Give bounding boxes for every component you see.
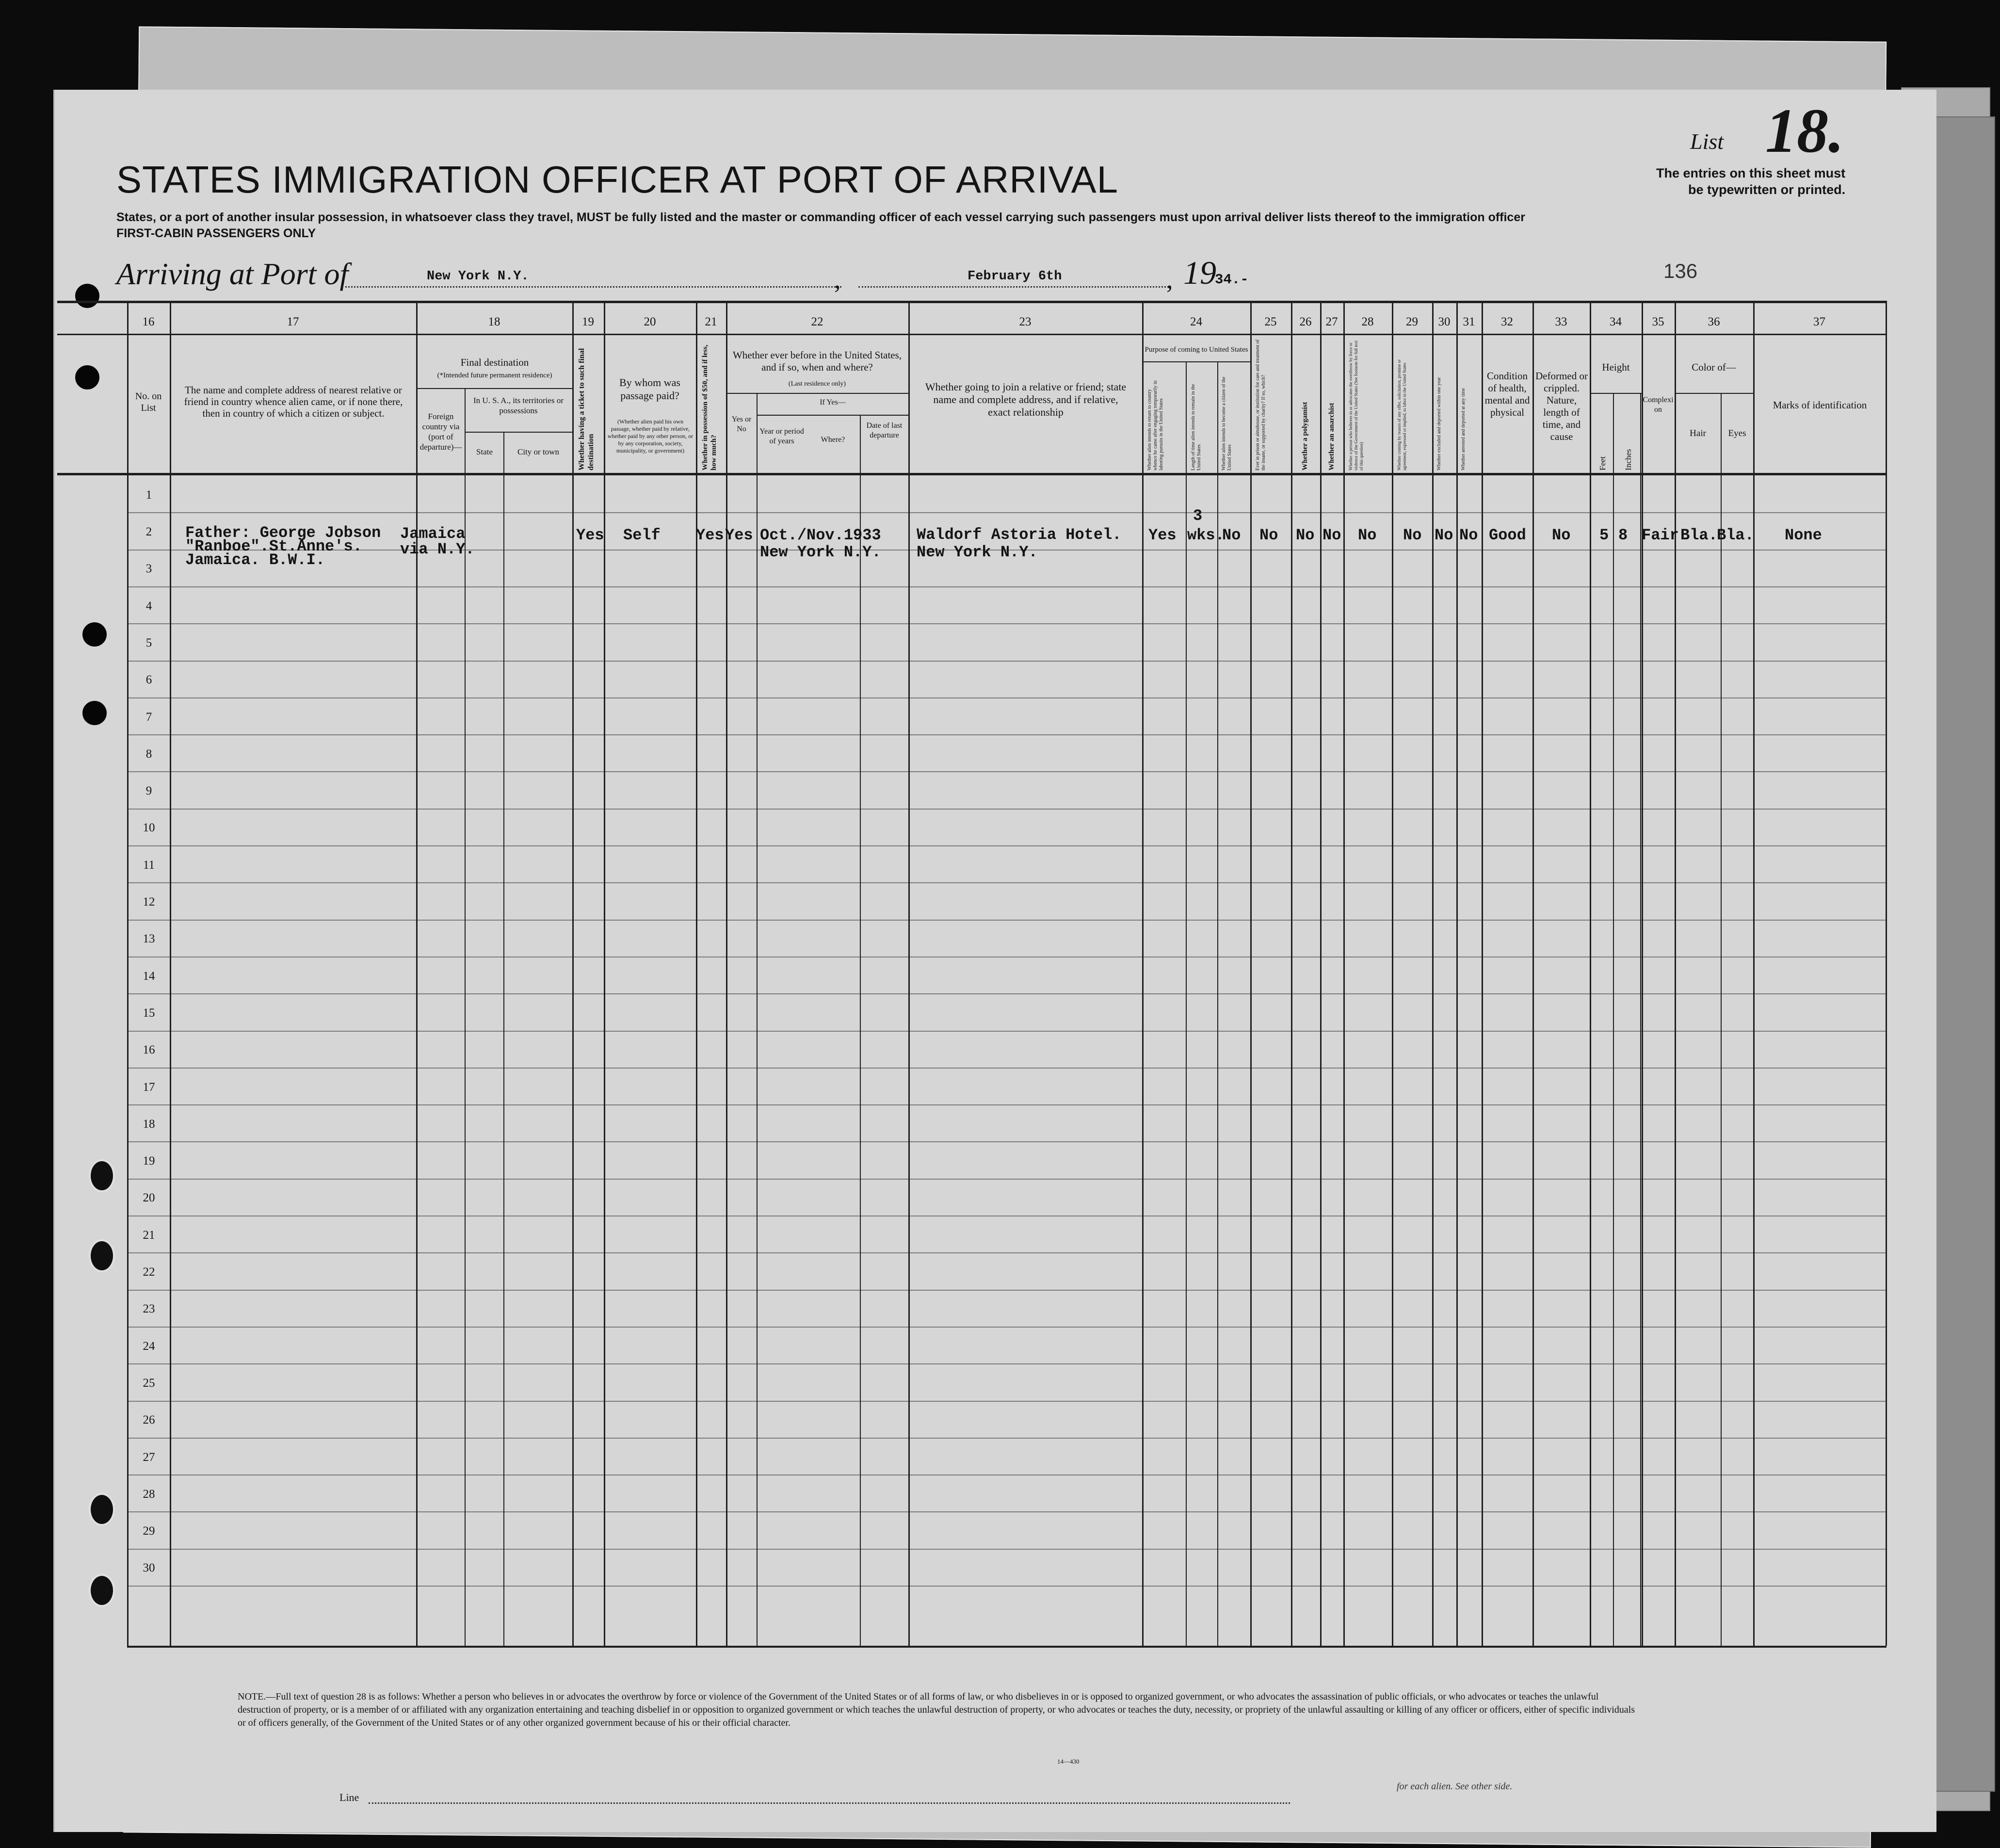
col-rule <box>416 301 418 1646</box>
column-number: 33 <box>1555 315 1567 328</box>
heading-feet: Feet <box>1598 456 1607 470</box>
entry-foreign-country: Jamaica via N.Y. <box>400 525 475 558</box>
heading-length-of-time: Length of time alien intends to remain in the United States <box>1191 384 1202 470</box>
col-rule <box>465 388 466 1646</box>
heading-state: State <box>476 447 493 456</box>
row-rule <box>127 956 1887 957</box>
heading-deformed: Deformed or crippled. Nature, length of time, and cause <box>1535 370 1588 442</box>
punch-hole <box>82 701 107 725</box>
heading-where: Where? <box>821 436 845 444</box>
row-rule <box>127 809 1887 810</box>
col-rule <box>1886 301 1887 1646</box>
column-number: 23 <box>1019 315 1032 328</box>
row-number: 19 <box>143 1154 155 1167</box>
column-number: 28 <box>1361 315 1374 328</box>
background-sheet-edge <box>1935 116 1995 1792</box>
row-rule <box>127 1363 1887 1364</box>
row-number: 21 <box>143 1229 155 1242</box>
year-prefix: 19 <box>1183 254 1216 291</box>
port-field: New York N.Y. <box>427 269 529 284</box>
col-rule <box>1753 301 1755 1646</box>
separator-comma: , <box>1166 265 1173 294</box>
entry-prison: No <box>1259 526 1278 544</box>
column-number: 18 <box>488 315 500 328</box>
column-number: 35 <box>1652 315 1664 328</box>
row-number: 7 <box>145 711 152 724</box>
row-number: 18 <box>143 1118 155 1131</box>
col-rule <box>1590 301 1591 1646</box>
heading-nearest-relative: The name and complete address of nearest relative or friend in country whence alien came, or if none there, then in country of which a citizen or subject. <box>184 384 403 419</box>
heading-by-whom-note: (Whether alien paid his own passage, whether paid by relative, whether paid by any other person, or by any corporation, society, municipality, or government) <box>607 418 694 454</box>
footer-tail-text: for each alien. See other side. <box>1397 1781 1513 1792</box>
row-number: 17 <box>143 1081 155 1094</box>
subheader-rule <box>416 388 572 389</box>
heading-anarchist: Whether an anarchist <box>1328 403 1336 470</box>
heading-if-yes: If Yes— <box>820 398 846 406</box>
row-rule <box>127 1068 1887 1069</box>
entry-year-period: Oct./Nov.1933 <box>760 526 881 544</box>
heading-color-of: Color of— <box>1692 361 1736 373</box>
row-rule <box>127 623 1887 624</box>
column-number: 19 <box>582 315 594 328</box>
heading-polygamist: Whether a polygamist <box>1301 402 1309 470</box>
typewritten-note: The entries on this sheet must be typewritten or printed. <box>1656 166 1846 197</box>
column-number: 26 <box>1299 315 1312 328</box>
heading-final-destination-note: (*Intended future permanent residence) <box>437 372 552 379</box>
col-rule <box>1456 301 1458 1646</box>
row-number: 27 <box>143 1451 155 1464</box>
row-number: 30 <box>143 1561 155 1574</box>
date-field: February 6th <box>968 269 1062 284</box>
row-number: 4 <box>145 600 152 613</box>
row-rule <box>127 1438 1887 1439</box>
entry-ticket: Yes <box>576 526 604 544</box>
col-rule <box>604 301 605 1646</box>
list-label: List <box>1690 129 1724 154</box>
col-rule <box>572 301 574 1646</box>
col-rule <box>1142 301 1144 1646</box>
heading-by-whom: By whom was passage paid? <box>619 376 680 402</box>
entry-complexion: Fair <box>1642 526 1679 544</box>
heading-ticket: Whether having a ticket to such final destination <box>578 348 595 470</box>
arriving-label: Arriving at Port of <box>116 257 349 291</box>
entry-excluded: No <box>1435 526 1453 544</box>
header-rule <box>57 334 1887 335</box>
column-number: 16 <box>142 315 155 328</box>
heading-marks: Marks of identification <box>1773 399 1867 411</box>
column-number: 27 <box>1325 315 1338 328</box>
col-rule <box>1613 393 1614 1646</box>
col-rule <box>503 432 504 1646</box>
heading-foreign-country: Foreign country via (port of departure)— <box>419 412 462 452</box>
row-number: 24 <box>143 1340 155 1353</box>
heading-city: City or town <box>517 447 559 456</box>
entry-feet: 5 <box>1599 526 1609 544</box>
row-rule <box>127 1252 1887 1253</box>
column-number: 22 <box>811 315 823 328</box>
col-rule <box>1642 301 1643 1646</box>
row-rule <box>127 586 1887 587</box>
column-number: 37 <box>1813 315 1825 328</box>
col-rule <box>1721 393 1722 1646</box>
row-number: 2 <box>145 525 152 538</box>
row-number: 25 <box>143 1377 155 1390</box>
row-rule <box>127 882 1887 883</box>
row-number: 16 <box>143 1043 155 1056</box>
heading-hair: Hair <box>1690 428 1706 438</box>
row-number: 8 <box>145 747 152 761</box>
row-rule <box>127 1179 1887 1180</box>
punch-hole <box>89 1239 115 1272</box>
heading-purpose-return: Whether alien intends to return to country whence he came after engaging temporarily in laboring pursuits in the United States <box>1147 380 1164 470</box>
entry-marks: None <box>1785 526 1822 544</box>
heading-overthrow: Whether a person who believes in or advocates the overthrow by force or violence of the Government of the United States (See footnote for full text of this question) <box>1348 340 1364 470</box>
heading-height: Height <box>1602 361 1630 373</box>
column-number: 34 <box>1610 315 1622 328</box>
row-number: 20 <box>143 1191 155 1204</box>
heading-intends-citizen: Whether alien intends to become a citizen of the United States <box>1221 376 1232 470</box>
entry-arrested: No <box>1459 526 1478 544</box>
heading-before-in-us: Whether ever before in the United States, and if so, when and where? <box>732 349 902 373</box>
heading-eyes: Eyes <box>1728 428 1746 438</box>
heading-join-relative: Whether going to join a relative or friend; state name and complete address, and if relative, exact relationship <box>925 381 1127 418</box>
row-rule <box>127 697 1887 698</box>
entry-length-unit: wks. <box>1187 526 1225 544</box>
row-rule <box>127 1141 1887 1142</box>
column-number: 30 <box>1438 315 1451 328</box>
col-rule <box>1640 393 1641 1646</box>
entry-intends-citizen: No <box>1222 526 1241 544</box>
entry-overthrow: No <box>1358 526 1377 544</box>
column-number: 32 <box>1501 315 1513 328</box>
list-number: 18. <box>1765 96 1844 166</box>
table-bottom-rule <box>127 1646 1887 1648</box>
col-rule <box>1432 301 1434 1646</box>
row-rule <box>127 1401 1887 1402</box>
column-number: 20 <box>644 315 656 328</box>
heading-yes-no: Yes or No <box>731 415 752 433</box>
col-rule <box>757 393 758 1646</box>
row-number: 22 <box>143 1265 155 1279</box>
row-number: 28 <box>143 1488 155 1501</box>
heading-possession: Whether in possession of $50, and if less, how much? <box>701 344 718 470</box>
line-label: Line <box>339 1791 359 1803</box>
col-rule <box>1217 361 1218 1646</box>
punch-hole <box>82 622 107 647</box>
col-rule <box>1343 301 1345 1646</box>
manifest-sheet <box>53 90 1936 1832</box>
heading-last-residence: (Last residence only) <box>788 380 846 388</box>
form-title: STATES IMMIGRATION OFFICER AT PORT OF ARRIVAL <box>116 158 1119 201</box>
subheader-rule <box>1675 393 1753 394</box>
row-rule <box>127 1586 1887 1587</box>
heading-excluded: Whether excluded and deported within one year <box>1436 377 1442 470</box>
subheader-rule <box>1142 361 1250 362</box>
heading-inches: Inches <box>1624 449 1633 470</box>
heading-coming-by-offer: Whether coming by reason of any offer, solicitation, promise or agreement, expressed or implied, to labor in the United States <box>1397 359 1407 470</box>
notice-text: States, or a port of another insular possession, in whatsoever class they travel, MUST be fully listed and the master or commanding officer of each vessel carrying such passengers must upon arrival deliver lists thereof to the immigration officer FIRST-CABIN PASSENGERS ONLY <box>116 211 1525 240</box>
punch-hole <box>89 1574 115 1607</box>
col-rule <box>1482 301 1483 1646</box>
col-rule <box>1320 301 1322 1646</box>
row-number: 3 <box>145 562 152 575</box>
heading-arrested: Whether arrested and deported at any time <box>1461 388 1466 470</box>
entry-where: New York N.Y. <box>760 543 881 561</box>
row-rule <box>127 1511 1887 1512</box>
row-number: 9 <box>145 784 152 797</box>
row-number: 12 <box>143 895 155 908</box>
entry-deformed: No <box>1552 526 1571 544</box>
row-rule <box>127 771 1887 772</box>
col-rule <box>1675 301 1676 1646</box>
heading-prison: Ever in prison or almshouse, or institution for care and treatment of the insane, or supported by charity? If so, which? <box>1255 340 1266 470</box>
row-number: 14 <box>143 970 155 983</box>
row-number: 15 <box>143 1006 155 1020</box>
row-number: 5 <box>145 636 152 649</box>
entry-anarchist: No <box>1323 526 1341 544</box>
row-number: 1 <box>145 488 152 502</box>
subheader-rule <box>757 415 908 416</box>
row-rule <box>127 734 1887 735</box>
col-rule <box>1186 361 1187 1646</box>
col-rule <box>1291 301 1292 1646</box>
row-rule <box>127 1104 1887 1105</box>
entry-coming-by-offer: No <box>1403 526 1422 544</box>
entry-hair: Bla. <box>1680 526 1718 544</box>
column-number: 24 <box>1190 315 1202 328</box>
entry-join-relative: Waldorf Astoria Hotel. New York N.Y. <box>917 526 1122 561</box>
subheader-rule <box>465 432 572 433</box>
column-number: 36 <box>1708 315 1720 328</box>
entry-eyes: Bla. <box>1717 526 1754 544</box>
column-number: 31 <box>1463 315 1475 328</box>
col-rule <box>1250 301 1252 1646</box>
col-rule <box>1532 301 1534 1646</box>
row-number: 13 <box>143 932 155 945</box>
punch-hole <box>89 1159 115 1192</box>
punch-hole <box>75 284 99 308</box>
row-rule <box>127 1327 1887 1328</box>
row-number: 23 <box>143 1302 155 1315</box>
page-number: 136 <box>1663 259 1698 282</box>
row-rule <box>127 845 1887 846</box>
table-top-rule <box>57 301 1887 303</box>
separator-comma: , <box>834 265 841 294</box>
row-number: 10 <box>143 821 155 834</box>
row-rule <box>127 993 1887 994</box>
row-rule <box>127 661 1887 662</box>
row-number: 11 <box>143 859 155 872</box>
entry-length-number: 3 <box>1193 507 1203 525</box>
column-number: 17 <box>287 315 299 328</box>
line-underline <box>369 1802 1290 1804</box>
row-rule <box>127 920 1887 921</box>
heading-final-destination: Final destination <box>460 357 529 368</box>
entry-possession-50: Yes <box>696 526 724 544</box>
punch-hole <box>89 1493 115 1526</box>
heading-year-period: Year or period of years <box>759 427 804 445</box>
heading-date-departure: Date of last departure <box>866 421 903 439</box>
punch-hole <box>75 365 99 389</box>
column-number: 25 <box>1264 315 1277 328</box>
col-rule <box>908 301 910 1646</box>
heading-in-usa: In U. S. A., its territories or possessions <box>473 396 564 415</box>
row-rule <box>127 1290 1887 1291</box>
port-underline <box>342 286 841 288</box>
heading-purpose: Purpose of coming to United States <box>1145 346 1248 354</box>
column-number: 21 <box>705 315 717 328</box>
form-code: 14—430 <box>1057 1758 1080 1765</box>
col-rule <box>1392 301 1393 1646</box>
date-underline <box>858 286 1169 288</box>
col-rule <box>726 301 727 1646</box>
heading-complexion: Complexion <box>1643 396 1674 414</box>
entry-nearest-relative: Father: George Jobson "Ranboe".St.Anne's. Jamaica. B.W.I. <box>185 524 381 569</box>
entry-before-yes-no: Yes <box>725 526 753 544</box>
entry-polygamist: No <box>1296 526 1315 544</box>
entry-health: Good <box>1489 526 1526 544</box>
row-number: 26 <box>143 1413 155 1427</box>
row-number: 6 <box>145 673 152 686</box>
subheader-rule <box>1590 393 1642 394</box>
heading-no-on-list: No. on List <box>135 391 162 413</box>
col-rule <box>696 301 697 1646</box>
footnote-question-28: NOTE.—Full text of question 28 is as follows: Whether a person who believes in or advocates the overthrow by force or violence of the Government of the United States or of all forms of law, or who disbelieves in or is opposed to organized government, or who advocates the assassination of public officials, or who advocates or teaches the unlawful destruction of property, or is a member of or affiliated with any organization entertaining and teaching disbelief in or opposition to organized government or which teaches the unlawful destruction of property, or who advocates or teaches the duty, necessity, or propriety of the unlawful assaulting or killing of any officer or officers, either of specific individuals or of officers generally, of the Government of the United States or of any other organized government because of his or their official character. <box>238 1691 1635 1728</box>
row-number: 29 <box>143 1524 155 1538</box>
row-rule <box>127 512 1887 513</box>
row-rule <box>127 1549 1887 1550</box>
subheader-rule <box>726 393 908 394</box>
entry-purpose-return: Yes <box>1148 526 1177 544</box>
col-rule <box>860 415 861 1646</box>
entry-inches: 8 <box>1618 526 1628 544</box>
row-rule <box>127 1031 1887 1032</box>
header-bottom-rule <box>57 473 1887 475</box>
column-number: 29 <box>1406 315 1418 328</box>
heading-health: Condition of health, mental and physical <box>1484 370 1530 418</box>
year-suffix: 34.- <box>1215 272 1249 288</box>
entry-paid-by: Self <box>623 526 661 544</box>
